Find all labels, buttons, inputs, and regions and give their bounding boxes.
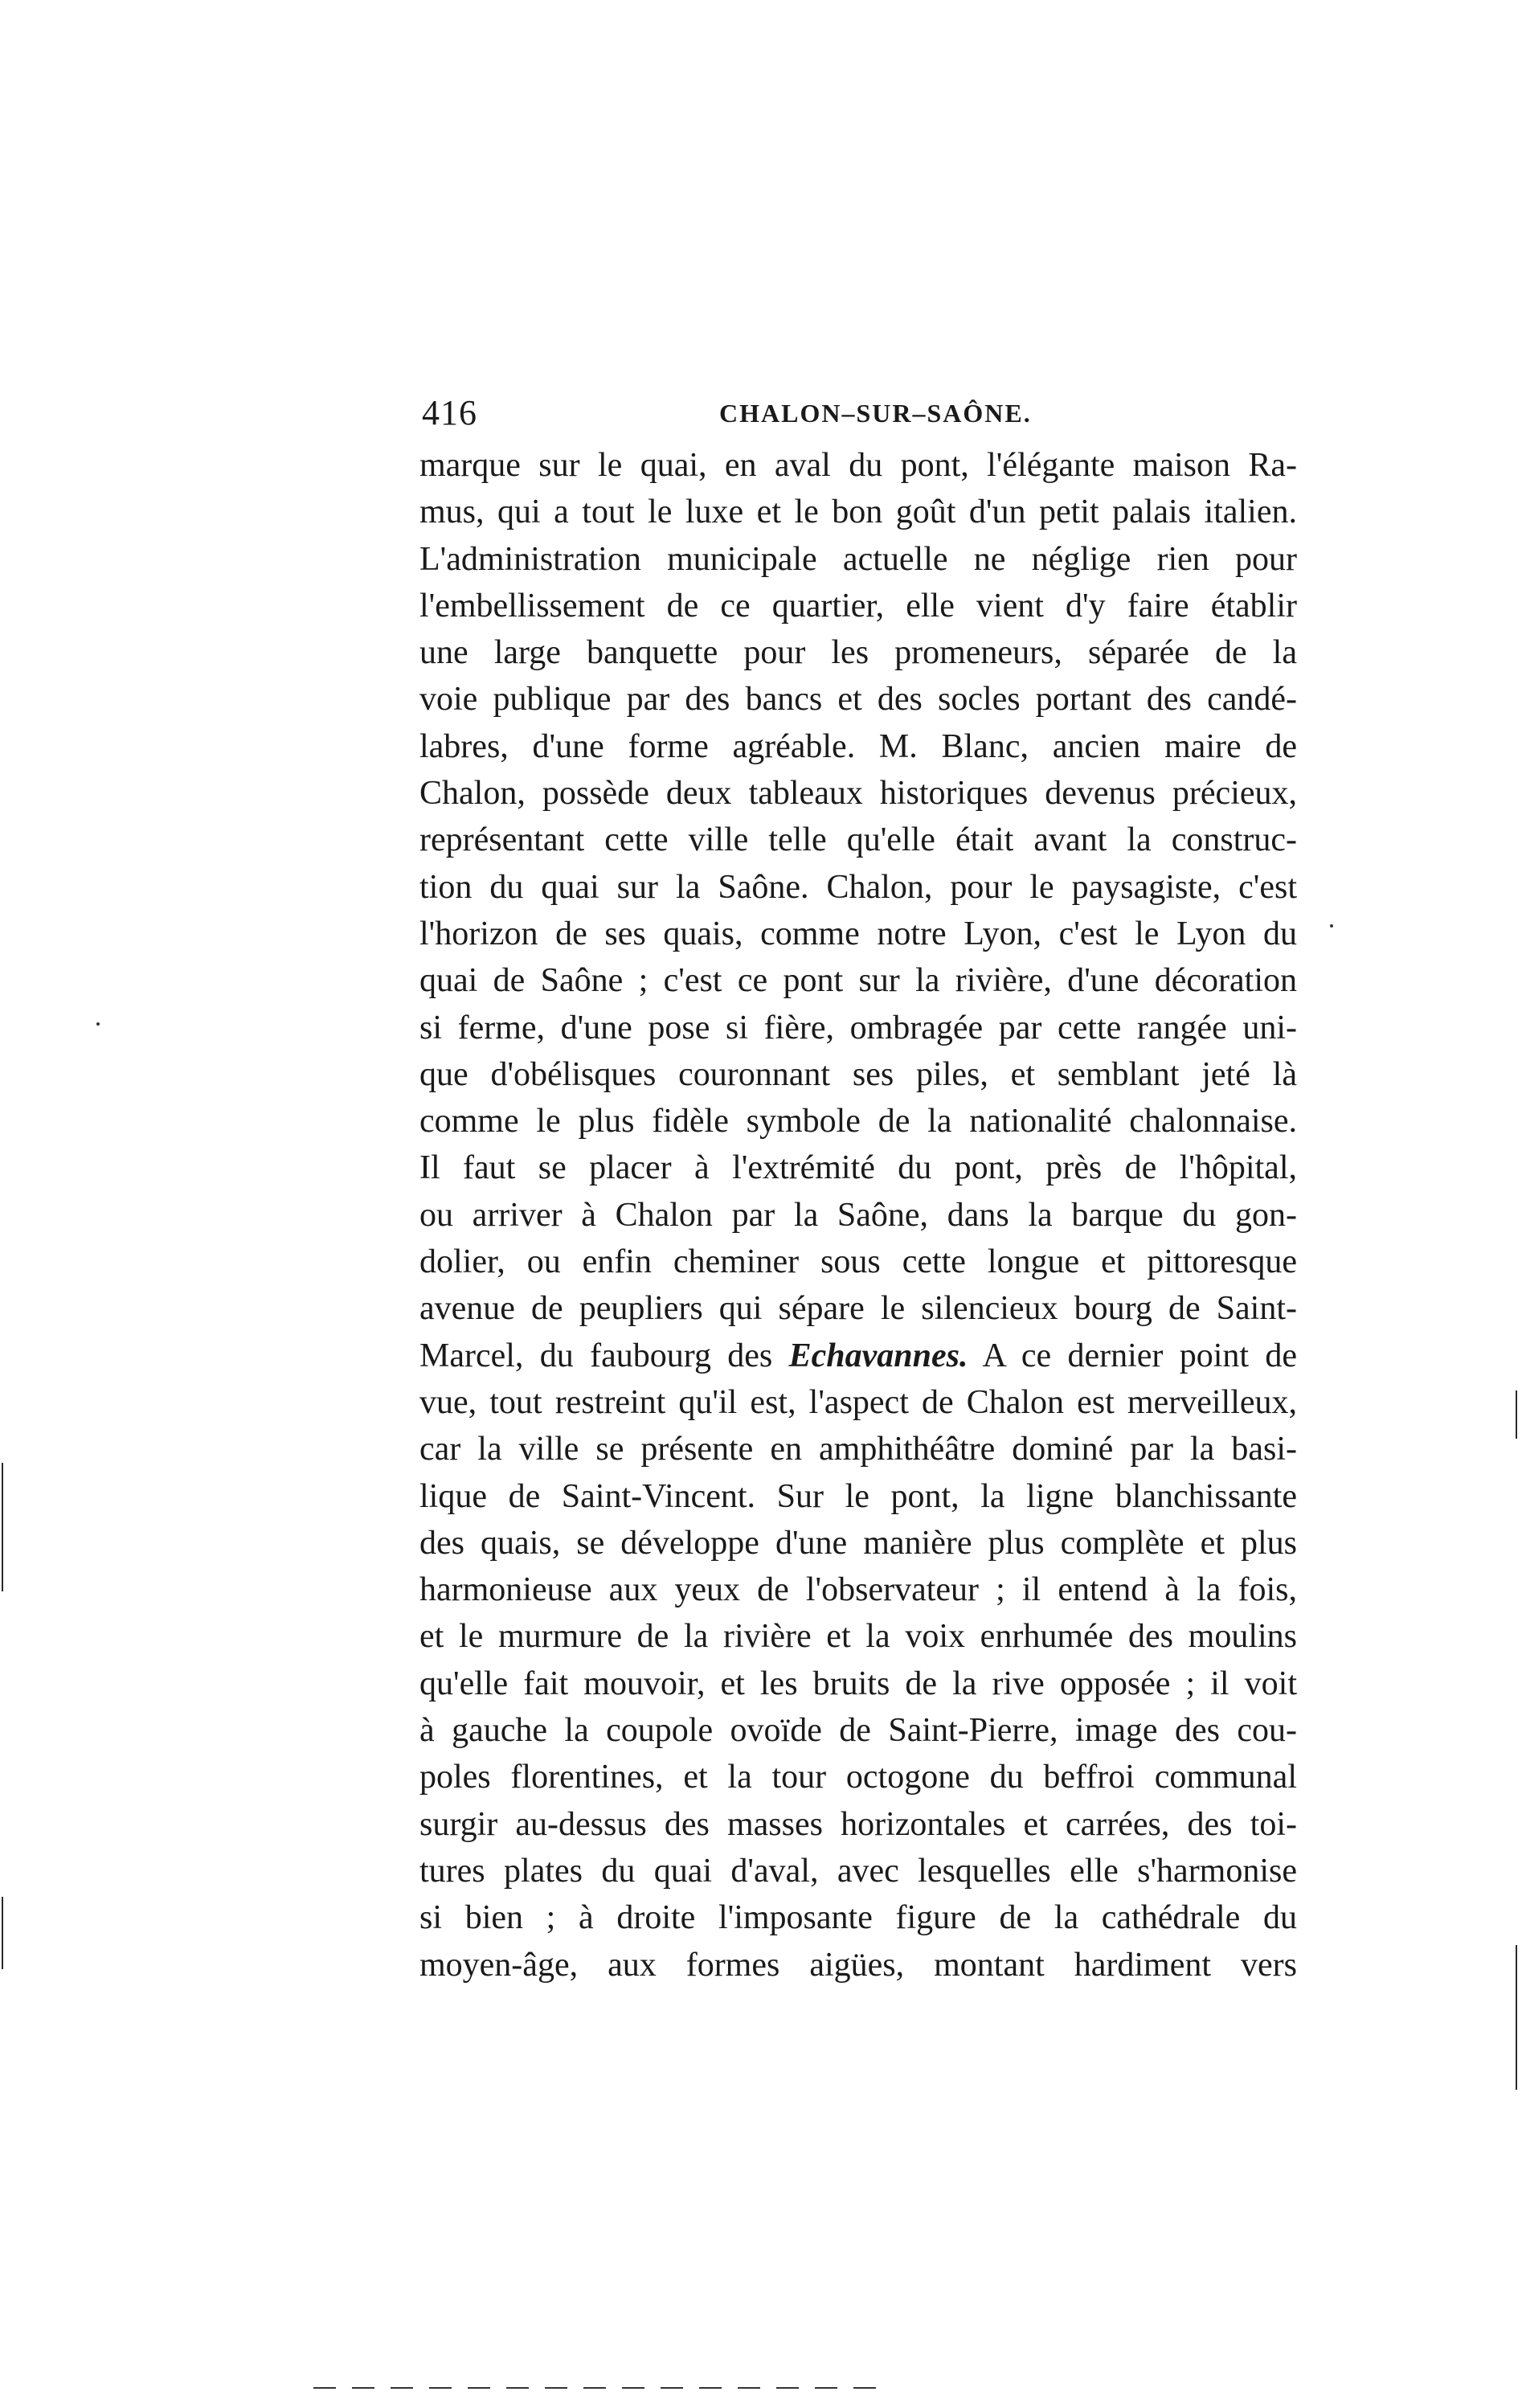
text-line: avenue de peupliers qui sépare le silencieux bourg de Saint- xyxy=(419,1290,1297,1328)
text-line: vue, tout restreint qu'il est, l'aspect de Chalon est merveilleux, xyxy=(419,1383,1297,1421)
text-line: et le murmure de la rivière et la voix enrhumée des moulins xyxy=(419,1618,1297,1656)
text-line: Chalon, possède deux tableaux historiques devenus précieux, xyxy=(419,775,1297,813)
page-header xyxy=(422,392,1298,440)
scan-bottom-rule xyxy=(313,2387,892,2389)
page-number: 416 xyxy=(422,393,477,432)
text-line: si bien ; à droite l'imposante figure de la cathédrale du xyxy=(419,1899,1297,1937)
text-line: lique de Saint-Vincent. Sur le pont, la ligne blanchissante xyxy=(419,1477,1297,1515)
text-line-mixed xyxy=(419,1333,1297,1379)
text-line: tures plates du quai d'aval, avec lesquelles elle s'harmonise xyxy=(419,1852,1297,1890)
text-line: qu'elle fait mouvoir, et les bruits de la rive opposée ; il voit xyxy=(419,1665,1297,1702)
scan-artifact xyxy=(2,1897,3,1969)
text-line-end: A ce dernier point de xyxy=(982,1337,1297,1374)
text-line: une large banquette pour les promeneurs, séparée de la xyxy=(419,634,1297,672)
text-line: moyen-âge, aux formes aigües, montant hardiment vers xyxy=(419,1946,1297,1984)
scan-speck xyxy=(1330,924,1333,928)
text-line-start: Marcel, du faubourg des xyxy=(419,1337,773,1374)
italic-place-name: Echavannes. xyxy=(788,1337,968,1374)
text-line: ou arriver à Chalon par la Saône, dans la barque du gon- xyxy=(419,1196,1297,1234)
scan-artifact xyxy=(1516,1945,1517,2090)
text-line: labres, d'une forme agréable. M. Blanc, ancien maire de xyxy=(419,727,1297,765)
text-line: si ferme, d'une pose si fière, ombragée par cette rangée uni- xyxy=(419,1009,1297,1046)
text-line: à gauche la coupole ovoïde de Saint-Pierre, image des cou- xyxy=(419,1712,1297,1750)
text-line: marque sur le quai, en aval du pont, l'élégante maison Ra- xyxy=(419,447,1297,484)
text-line: dolier, ou enfin cheminer sous cette longue et pittoresque xyxy=(419,1243,1297,1281)
running-head: CHALON–SUR–SAÔNE. xyxy=(719,399,1032,428)
text-line: car la ville se présente en amphithéâtre dominé par la basi- xyxy=(419,1431,1297,1468)
scan-artifact xyxy=(2,1463,3,1591)
text-line: Il faut se placer à l'extrémité du pont, près de l'hôpital, xyxy=(419,1149,1297,1187)
text-line: représentant cette ville telle qu'elle était avant la construc- xyxy=(419,821,1297,859)
text-line: harmonieuse aux yeux de l'observateur ; il entend à la fois, xyxy=(419,1571,1297,1609)
text-line: l'embellissement de ce quartier, elle vient d'y faire établir xyxy=(419,587,1297,625)
text-line: l'horizon de ses quais, comme notre Lyon, c'est le Lyon du xyxy=(419,915,1297,952)
text-line: quai de Saône ; c'est ce pont sur la rivière, d'une décoration xyxy=(419,962,1297,1000)
text-line: comme le plus fidèle symbole de la nationalité chalonnaise. xyxy=(419,1103,1297,1141)
text-line: que d'obélisques couronnant ses piles, et semblant jeté là xyxy=(419,1055,1297,1093)
text-line: tion du quai sur la Saône. Chalon, pour le paysagiste, c'est xyxy=(419,868,1297,906)
text-line: poles florentines, et la tour octogone du beffroi communal xyxy=(419,1759,1297,1796)
text-line: surgir au-dessus des masses horizontales et carrées, des toi- xyxy=(419,1805,1297,1843)
text-line: mus, qui a tout le luxe et le bon goût d'un petit palais italien. xyxy=(419,493,1297,531)
scan-artifact xyxy=(1516,1390,1517,1439)
body-text xyxy=(419,442,1297,1988)
scan-speck xyxy=(96,1022,100,1026)
text-line: L'administration municipale actuelle ne néglige rien pour xyxy=(419,540,1297,578)
text-line: des quais, se développe d'une manière plus complète et plus xyxy=(419,1524,1297,1562)
text-line: voie publique par des bancs et des socles portant des candé- xyxy=(419,681,1297,719)
